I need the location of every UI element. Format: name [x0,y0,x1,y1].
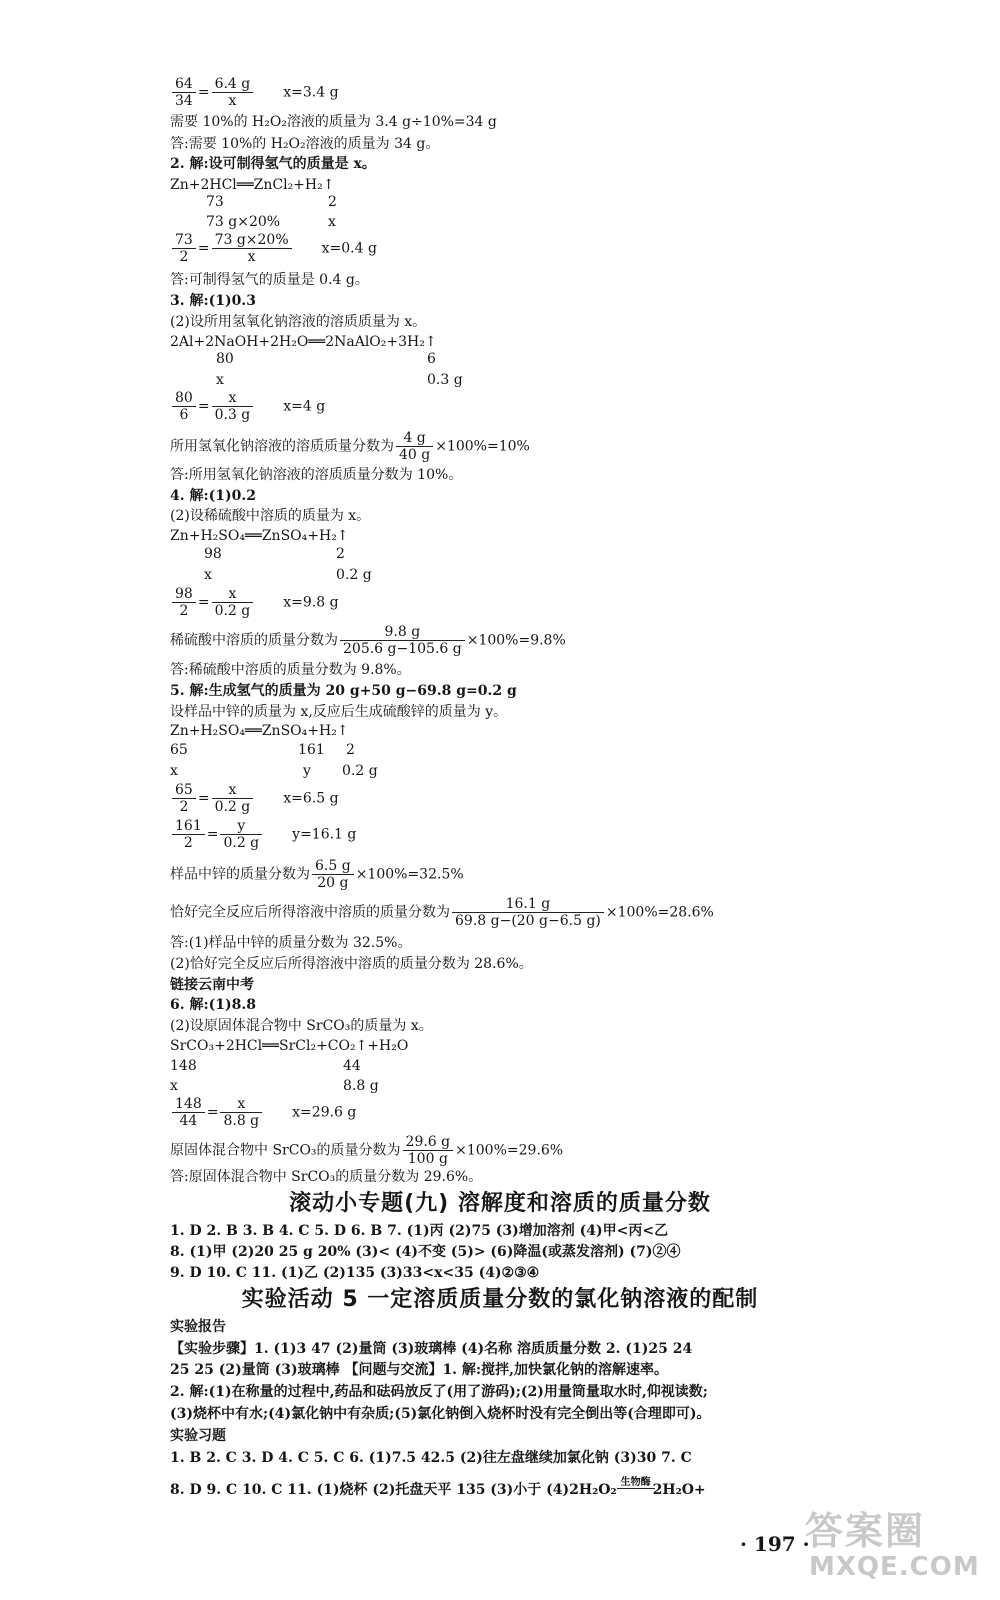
text-line: 答:稀硫酸中溶质的质量分数为 9.8%。 [170,662,411,678]
answer-line: 25 25 (2)量筒 (3)玻璃棒 【问题与交流】1. 解:搅拌,加快氯化钠的溶解速率。 [170,1362,668,1378]
fraction: $\frac{161}{2}$ [172,818,205,851]
eq-line: $\frac{148}{44}$ = $\frac{x}{8.8 g}$ x=29.6 g [170,1096,356,1129]
text-line: 答:可制得氢气的质量是 0.4 g。 [170,272,369,288]
section-label: 链接云南中考 [170,977,254,993]
eq-line: 恰好完全反应后所得溶液中溶质的质量分数为 $\frac{16.1 g}{69.8 g-(20 g-6.5 g)}$ ×100%=28.6% [170,896,714,929]
section-label: 实验习题 [170,1428,226,1444]
fraction: $\frac{73}{2}$ [172,232,196,265]
section-title: 滚动小专题(九) 溶解度和溶质的质量分数 [289,1191,711,1216]
answer-line: (3)烧杯中有水;(4)氯化钠中有杂质;(5)氯化钠倒入烧杯时没有完全倒出等(合理即可)。 [170,1406,711,1422]
eq-line: 原固体混合物中 SrCO₃的质量分数为 $\frac{29.6 g}{100 g}$ ×100%=29.6% [170,1134,564,1167]
text-line: 答:(1)样品中锌的质量分数为 32.5%。 [170,935,412,951]
eq-line: $\frac{73}{2}$ = $\frac{73 g\times 20\%}{x}$ x=0.4 g [170,232,377,265]
fraction: $\frac{4 g}{40 g}$ [396,430,433,463]
eq-line: 样品中锌的质量分数为 $\frac{6.5 g}{20 g}$ ×100%=32.5% [170,858,464,891]
eq-line: 稀硫酸中溶质的质量分数为 $\frac{9.8 g}{205.6 g-105.6 g}$ ×100%=9.8% [170,624,566,657]
fraction: $\frac{y}{0.2 g}$ [220,818,262,851]
watermark-url: MXQE.COM [809,1552,980,1582]
eq-line: $\frac{80}{6}$ = $\frac{x}{0.3 g}$ x=4 g [170,390,325,423]
page-number: · 197 · [740,1532,810,1556]
text-line: 答:所用氢氧化钠溶液的溶质质量分数为 10%。 [170,467,463,483]
text-line: (2)设原固体混合物中 SrCO₃的质量为 x。 [170,1018,433,1034]
fraction: $\frac{x}{0.3 g}$ [212,390,254,423]
fraction: $\frac{148}{44}$ [172,1096,205,1129]
eq-line: $\frac{161}{2}$ = $\frac{y}{0.2 g}$ y=16.1 g [170,818,356,851]
answer-line: 2. 解:(1)在称量的过程中,药品和砝码放反了(用了游码);(2)用量筒量取水时,仰视读数; [170,1384,708,1400]
answer-line: 【实验步骤】1. (1)3 47 (2)量筒 (3)玻璃棒 (4)名称 溶质质量分数 2. (1)25 24 [170,1341,693,1357]
fraction: $\frac{29.6 g}{100 g}$ [403,1134,454,1167]
eq-line: $\frac{64}{34}$ = $\frac{6.4 g}{x}$ x=3.4 g [170,76,339,109]
fraction: $\frac{x}{0.2 g}$ [212,586,254,619]
text-line: (2)恰好完全反应后所得溶液中溶质的质量分数为 28.6%。 [170,956,533,972]
equation-line: SrCO₃+2HCl══SrCl₂+CO₂↑+H₂O [170,1038,409,1054]
text-line: 答:需要 10%的 H₂O₂溶液的质量为 34 g。 [170,136,440,152]
answer-line: 1. D 2. B 3. B 4. C 5. D 6. B 7. (1)丙 (2)75 (3)增加溶剂 (4)甲<丙<乙 [170,1223,669,1239]
fraction: $\frac{73 g\times 20\%}{x}$ [212,232,292,265]
question-line: 6. 解:(1)8.8 [170,997,257,1013]
eq-line: 所用氢氧化钠溶液的溶质质量分数为 $\frac{4 g}{40 g}$ ×100%=10% [170,430,530,463]
text-line: 答:原固体混合物中 SrCO₃的质量分数为 29.6%。 [170,1169,483,1185]
answer-line: 9. D 10. C 11. (1)乙 (2)135 (3)33<x<35 (4)②③④ [170,1265,540,1281]
catalyst-label: 生物酶 [617,1478,655,1489]
fraction: $\frac{9.8 g}{205.6 g-105.6 g}$ [340,624,465,657]
equation-line: Zn+H₂SO₄══ZnSO₄+H₂↑ [170,723,349,739]
eq-line: $\frac{65}{2}$ = $\frac{x}{0.2 g}$ x=6.5 g [170,782,339,815]
fraction: $\frac{80}{6}$ [172,390,196,423]
question-line: 3. 解:(1)0.3 [170,293,257,309]
equation-line: 2Al+2NaOH+2H₂O══2NaAlO₂+3H₂↑ [170,334,437,350]
eq-line: $\frac{98}{2}$ = $\frac{x}{0.2 g}$ x=9.8 g [170,586,339,619]
answer-line: 8. (1)甲 (2)20 25 g 20% (3)< (4)不变 (5)> (6)降温(或蒸发溶剂) (7)②④ [170,1244,681,1260]
fraction: $\frac{6.5 g}{20 g}$ [312,858,354,891]
equation-line: Zn+2HCl══ZnCl₂+H₂↑ [170,177,335,193]
text-line: 设样品中锌的质量为 x,反应后生成硫酸锌的质量为 y。 [170,704,508,720]
equation-line: Zn+H₂SO₄══ZnSO₄+H₂↑ [170,528,349,544]
text-line: 需要 10%的 H₂O₂溶液的质量为 3.4 g÷10%=34 g [170,114,497,130]
answer-line: 1. B 2. C 3. D 4. C 5. C 6. (1)7.5 42.5 (2)往左盘继续加氯化钠 (3)30 7. C [170,1450,692,1466]
fraction: $\frac{x}{0.2 g}$ [212,782,254,815]
text-line: (2)设所用氢氧化钠溶液的溶质质量为 x。 [170,314,427,330]
fraction: $\frac{x}{8.8 g}$ [220,1096,262,1129]
fraction: $\frac{65}{2}$ [172,782,196,815]
section-title: 实验活动 5 一定溶质质量分数的氯化钠溶液的配制 [241,1287,759,1312]
document-page: $\frac{64}{34}$ = $\frac{6.4 g}{x}$ x=3.4 g 需要 10%的 H₂O₂溶液的质量为 3.4 g÷10%=34 g 答:需要 10%的 H₂O₂溶液的质量为 34 g。 2. 解:设可制得氢气的质量是 x。 Zn+2HCl══ZnCl₂+H₂↑ 73 2 73 g×20% x $\frac{73}{2}$ = $\frac{73 g\times 20\%}{x}$ x=0.4 g 答:可制得氢气的质量是 0.4 g。 3. 解:(1)0.3 (2)设所用氢氧化钠溶液的溶质质量为 x。 2Al+2NaOH+2H₂O══2NaAlO₂+3H₂↑ 80 6 x 0.3 g $\frac{80}{6}$ = $\frac{x}{0.3 g}$ x=4 g 所用氢氧化钠溶液的溶质质量分数为 $\frac{4 g}{40 g}$ ×100%=10% 答:所用氢氧化钠溶液的溶质质量分数为 10%。 4. 解:(1)0.2 (2)设稀硫酸中溶质的质量为 x。 Zn+H₂SO₄══ZnSO₄+H₂↑ 98 2 x 0.2 g $\frac{98}{2}$ = $\frac{x}{0.2 g}$ x=9.8 g 稀硫酸中溶质的质量分数为 $\frac{9.8 g}{205.6 g-105.6 g}$ ×100%=9.8% 答:稀硫酸中溶质的质量分数为 9.8%。 5. 解:生成氢气的质量为 20 g+50 g−69.8 g=0.2 g 设样品中锌的质量为 x,反应后生成硫酸锌的质量为 y。 Zn+H₂SO₄══ZnSO₄+H₂↑ 65 161 2 x y 0.2 g $\frac{65}{2}$ = $\frac{x}{0.2 g}$ x=6.5 g $\frac{161}{2}$ = $\frac{y}{0.2 g}$ y=16.1 g 样品中锌的质量分数为 $\frac{6.5 g}{20 g}$ ×100%=32.5% 恰好完全反应后所得溶液中溶质的质量分数为 $\frac{16.1 g}{69.8 g-(20 g-6.5 g)}$ ×100%=28.6% 答:(1)样品中锌的质量分数为 32.5%。 (2)恰好完全反应后所得溶液中溶质的质量分数为 28.6%。 链接云南中考 6. 解:(1)8.8 (2)设原固体混合物中 SrCO₃的质量为 x。 SrCO₃+2HCl══SrCl₂+CO₂↑+H₂O 148 44 x 8.8 g $\frac{148}{44}$ = $\frac{x}{8.8 g}$ x=29.6 g 原固体混合物中 SrCO₃的质量分数为 $\frac{29.6 g}{100 g}$ ×100%=29.6% 答:原固体混合物中 SrCO₃的质量分数为 29.6%。 滚动小专题(九) 溶解度和溶质的质量分数 1. D 2. B 3. B 4. C 5. D 6. B 7. (1)丙 (2)75 (3)增加溶剂 (4)甲<丙<乙 8. (1)甲 (2)20 25 g 20% (3)< (4)不变 (5)> (6)降温(或蒸发溶剂) (7)②④ 9. D 10. C 11. (1)乙 (2)135 (3)33<x<35 (4)②③④ 实验活动 5 一定溶质质量分数的氯化钠溶液的配制 实验报告 【实验步骤】1. (1)3 47 (2)量筒 (3)玻璃棒 (4)名称 溶质质量分数 2. (1)25 24 25 25 (2)量筒 (3)玻璃棒 【问题与交流】1. 解:搅拌,加快氯化钠的溶解速率。 2. 解:(1)在称量的过程中,药品和砝码放反了(用了游码);(2)用量筒量取水时,仰视读数; (3)烧杯中有水;(4)氯化钠中有杂质;(5)氯化钠倒入烧杯时没有完全倒出等(合理即可)。 实验习题 1. B 2. C 3. D 4. C 5. C 6. (1)7.5 42.5 (2)往左盘继续加氯化钠 (3)30 7. C 8. D 9. C 10. C 11. (1)烧杯 (2)托盘天平 135 (3)小于 (4)2H₂O₂ 生物酶 2H₂O+ · 197 · 答案圈 MXQE.COM [0,0,1000,1600]
fraction: $\frac{98}{2}$ [172,586,196,619]
question-line: 5. 解:生成氢气的质量为 20 g+50 g−69.8 g=0.2 g [170,683,517,699]
answer-line: 8. D 9. C 10. C 11. (1)烧杯 (2)托盘天平 135 (3)小于 (4)2H₂O₂ 生物酶 2H₂O+ [170,1477,706,1498]
watermark-text: 答案圈 [805,1509,926,1553]
fraction: $\frac{6.4 g}{x}$ [212,76,254,109]
fraction: $\frac{16.1 g}{69.8 g-(20 g-6.5 g)}$ [452,896,604,929]
question-line: 4. 解:(1)0.2 [170,488,257,504]
section-label: 实验报告 [170,1319,226,1335]
watermark [805,1500,980,1590]
fraction: $\frac{64}{34}$ [172,76,196,109]
text-line: (2)设稀硫酸中溶质的质量为 x。 [170,508,371,524]
question-line: 2. 解:设可制得氢气的质量是 x。 [170,156,376,172]
